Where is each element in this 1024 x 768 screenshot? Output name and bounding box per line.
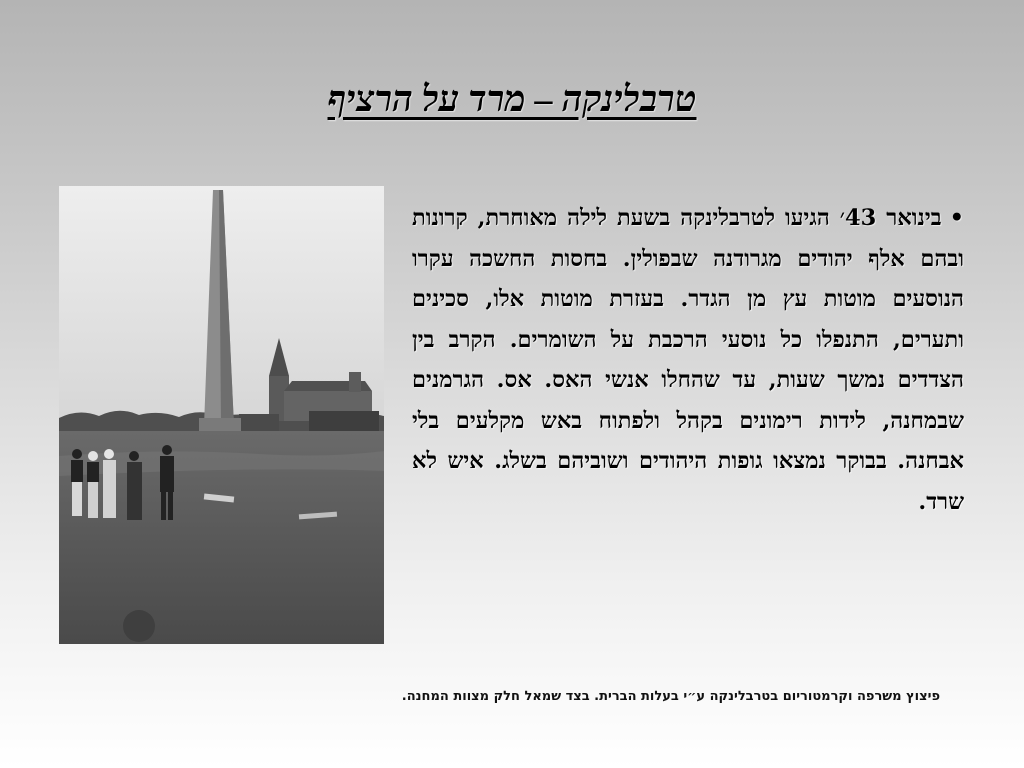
bullet-icon: • — [949, 205, 964, 231]
photo-caption: פיצוץ משרפה וקרמטוריום בטרבלינקה ע״י בעלות הברית. בצד שמאל חלק מצוות המחנה. — [401, 689, 940, 704]
slide-title: טרבלינקה – מרד על הרציף — [327, 79, 697, 119]
body-paragraph — [412, 198, 964, 522]
body-text: בינואר 43׳ הגיעו לטרבלינקה בשעת לילה מאוחרת, קרונות ובהם אלף יהודים מגרודנה שבפולין. בחסות החשכה עקרו הנוסעים מוטות עץ מן הגדר. בעזרת מוטות אלו, סכינים ותערים, התנפלו כל נוסעי הרכבת על השומרים. הקרב בין הצדדים נמשך שעות, עד שהחלו אנשי האס. אס. הגרמנים שבמחנה, לידות רימונים בקהל ולפתוח באש מקלעים בלי אבחנה. בבוקר נמצאו גופות היהודים ושוביהם בשלג. איש לא שרד. — [412, 205, 964, 515]
historical-photo — [59, 186, 384, 644]
